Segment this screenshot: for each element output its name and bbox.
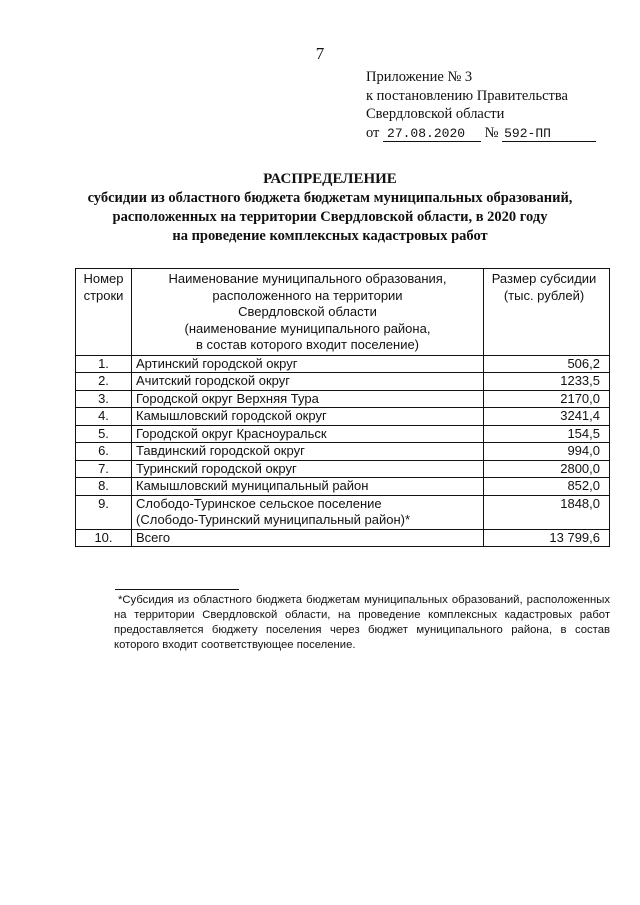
page-number: 7 bbox=[315, 44, 325, 63]
row-name: Туринский городской округ bbox=[132, 460, 484, 478]
table-row bbox=[76, 408, 610, 426]
row-amount: 506,2 bbox=[484, 355, 610, 373]
row-name: Всего bbox=[132, 529, 484, 547]
header-amount-line: Размер субсидии bbox=[491, 271, 597, 286]
row-amount: 154,5 bbox=[484, 425, 610, 443]
row-name: Тавдинский городской округ bbox=[132, 443, 484, 461]
header-amount bbox=[484, 269, 610, 356]
row-number: 5. bbox=[76, 425, 132, 443]
row-name-district: (Слободо-Туринский муниципальный район)* bbox=[136, 512, 411, 527]
row-amount: 3241,4 bbox=[484, 408, 610, 426]
decree-date: 27.08.2020 bbox=[383, 126, 481, 142]
document-title bbox=[60, 170, 600, 246]
title-heading: РАСПРЕДЕЛЕНИЕ bbox=[263, 171, 397, 187]
row-amount: 994,0 bbox=[484, 443, 610, 461]
decree-number: 592-ПП bbox=[502, 126, 596, 142]
row-number: 8. bbox=[76, 478, 132, 496]
table-row bbox=[76, 460, 610, 478]
header-name-line: в состав которого входит поселение) bbox=[195, 337, 420, 352]
row-number: 3. bbox=[76, 390, 132, 408]
row-name: Слободо-Туринское сельское поселение bbox=[136, 495, 382, 511]
table-row bbox=[76, 373, 610, 391]
row-number: 4. bbox=[76, 408, 132, 426]
row-name: Камышловский городской округ bbox=[132, 408, 484, 426]
row-name: Ачитский городской округ bbox=[132, 373, 484, 391]
from-label: от bbox=[366, 124, 380, 141]
table-row bbox=[76, 495, 610, 529]
table-header-row bbox=[76, 269, 610, 356]
header-number-line: Номер bbox=[83, 271, 124, 286]
appendix-line-1: Приложение № 3 bbox=[366, 69, 473, 85]
row-amount: 1233,5 bbox=[484, 373, 610, 391]
title-line-3: на проведение комплексных кадастровых работ bbox=[172, 228, 488, 244]
table-row-total bbox=[76, 529, 610, 547]
header-name-line: расположенного на территории bbox=[212, 287, 403, 303]
row-name: Городской округ Красноуральск bbox=[132, 425, 484, 443]
footnote: *Субсидия из областного бюджета бюджетам муниципальных образований, расположенных на территории Свердловской области, на проведение комплексных кадастровых работ предоставляется бюджету поселения через бюджет муниципального района, в состав которого входит соответствующее поселение. bbox=[114, 594, 610, 651]
row-number: 2. bbox=[76, 373, 132, 391]
row-name: Камышловский муниципальный район bbox=[132, 478, 484, 496]
row-name: Городской округ Верхняя Тура bbox=[132, 390, 484, 408]
header-number-line: строки bbox=[83, 287, 124, 303]
row-number: 6. bbox=[76, 443, 132, 461]
appendix-line-3: Свердловской области bbox=[366, 106, 505, 122]
table-row bbox=[76, 478, 610, 496]
row-number: 1. bbox=[76, 355, 132, 373]
row-amount: 1848,0 bbox=[484, 495, 610, 529]
appendix-line-2: к постановлению Правительства bbox=[366, 87, 568, 104]
row-amount: 2170,0 bbox=[484, 390, 610, 408]
number-label: № bbox=[484, 124, 499, 141]
title-line-1: субсидии из областного бюджета бюджетам муниципальных образований, bbox=[87, 190, 573, 206]
header-number bbox=[76, 269, 132, 356]
row-name: Артинский городской округ bbox=[132, 355, 484, 373]
header-amount-line: (тыс. рублей) bbox=[503, 287, 585, 303]
row-number: 9. bbox=[76, 495, 132, 529]
row-name-cell bbox=[132, 495, 484, 529]
row-amount: 852,0 bbox=[484, 478, 610, 496]
row-amount: 13 799,6 bbox=[484, 529, 610, 547]
table-row bbox=[76, 390, 610, 408]
table-row bbox=[76, 443, 610, 461]
table-row bbox=[76, 425, 610, 443]
appendix-block bbox=[366, 68, 626, 142]
subsidy-table bbox=[75, 268, 610, 547]
header-name-line: Наименование муниципального образования, bbox=[168, 271, 447, 286]
table-row bbox=[76, 355, 610, 373]
row-number: 7. bbox=[76, 460, 132, 478]
row-amount: 2800,0 bbox=[484, 460, 610, 478]
title-line-2: расположенных на территории Свердловской области, в 2020 году bbox=[112, 209, 548, 225]
row-number: 10. bbox=[76, 529, 132, 547]
header-name-line: (наименование муниципального района, bbox=[184, 320, 431, 336]
header-name-line: Свердловской области bbox=[238, 304, 377, 319]
appendix-date-line bbox=[366, 124, 626, 143]
header-name bbox=[132, 269, 484, 356]
footnote-divider bbox=[115, 589, 239, 590]
